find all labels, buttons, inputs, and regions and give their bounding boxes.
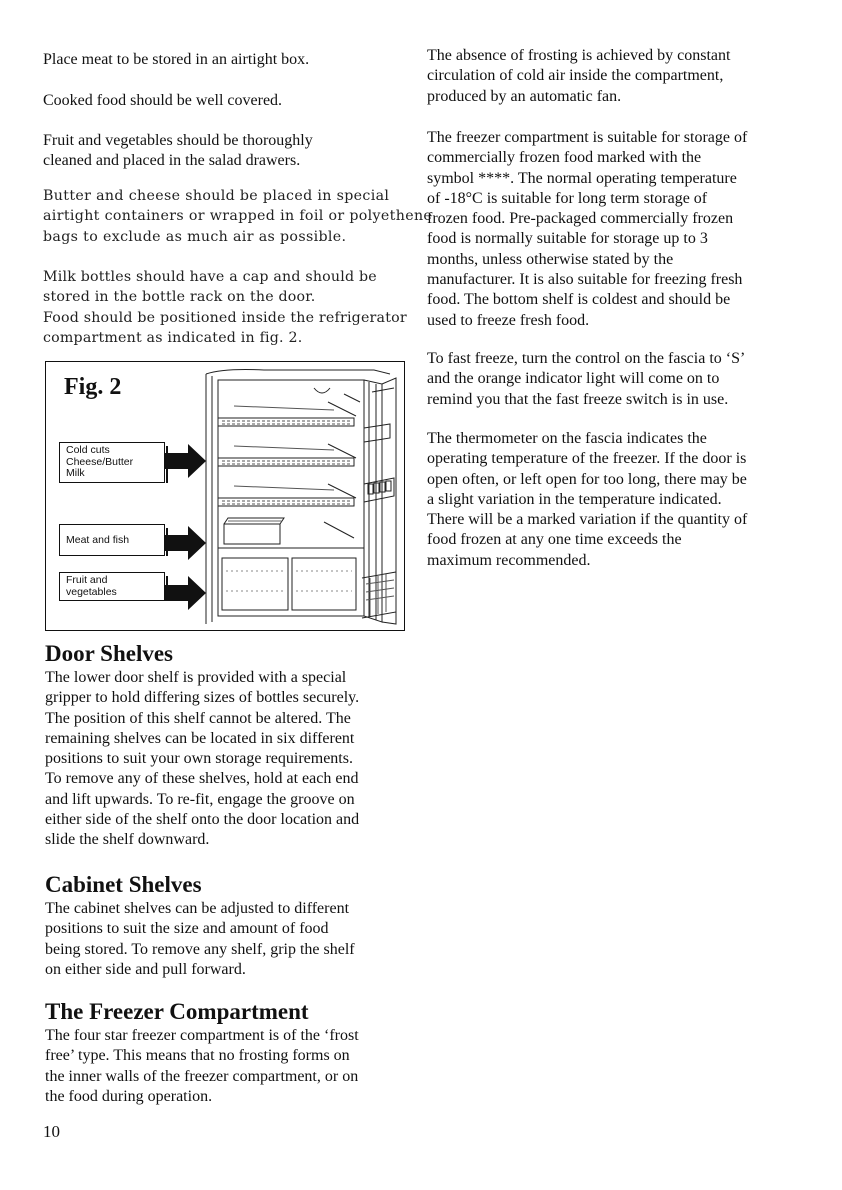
heading-door-shelves: Door Shelves [45,641,173,666]
label-cold-cuts-cheese-milk [59,442,165,483]
paragraph-fruit-vegetables: Fruit and vegetables should be thoroughly cleaned and placed in the salad drawers. [43,132,313,170]
paragraph-butter-cheese: Butter and cheese should be placed in special airtight containers or wrapped in foil or polyethene bags to exclude as much air as possible. [43,188,433,245]
figure-2 [45,361,405,631]
paragraph-freezer-storage: The freezer compartment is suitable for storage of commercially frozen food marked with the symbol ****. The normal operating temperature of -18°C is suitable for long term storage of frozen food. Pre-packaged commercially frozen food is normally suitable for storage up to 3 months, unless otherwise stated by the manufacturer. It is also suitable for freezing fresh food. The bottom shelf is coldest and should be used to freeze fresh food. [427,129,748,329]
arrow-right-icon [164,526,206,560]
paragraph-door-shelves: The lower door shelf is provided with a special gripper to hold differing sizes of bottles securely. The position of this shelf cannot be altered. The remaining shelves can be located in six different positions to suit your own storage requirements. To remove any of these shelves, hold at each end and lift upwards. To re-fit, engage the groove on either side of the shelf onto the door location and slide the shelf downward. [45,669,360,849]
paragraph-fast-freeze: To fast freeze, turn the control on the fascia to ‘S’ and the orange indicator light will come on to remind you that the fast freeze switch is in use. [427,350,746,408]
paragraph-cooked-food: Cooked food should be well covered. [43,92,283,109]
paragraph-cabinet-shelves: The cabinet shelves can be adjusted to different positions to suit the size and amount of food being stored. To remove any shelf, grip the shelf on either side and pull forward. [45,900,355,978]
label-line: Cheese/Butter [66,455,134,468]
heading-freezer-compartment: The Freezer Compartment [45,999,309,1024]
arrow-right-icon [164,444,206,478]
paragraph-meat: Place meat to be stored in an airtight box. [43,51,310,68]
paragraph-milk-bottles: Milk bottles should have a cap and should be stored in the bottle rack on the door. Food should be positioned inside the refrigerator compartment as indicated in fig. 2. [43,269,407,346]
label-meat-and-fish [59,524,165,556]
label-line: vegetables [66,585,117,598]
arrow-right-icon [164,576,206,610]
paragraph-frost-absence: The absence of frosting is achieved by constant circulation of cold air inside the compartment, produced by an automatic fan. [427,47,731,105]
label-line: Cold cuts [66,444,110,456]
label-line: Milk [66,467,85,479]
label-fruit-vegetables [59,572,165,601]
page-number: 10 [43,1122,60,1141]
paragraph-freezer-compartment: The four star freezer compartment is of the ‘frost free’ type. This means that no frosting forms on the inner walls of the freezer compartment, or on the food during operation. [45,1027,359,1105]
label-line: Meat and fish [66,534,130,546]
heading-cabinet-shelves: Cabinet Shelves [45,872,202,897]
figure-title: Fig. 2 [64,374,122,400]
paragraph-thermometer: The thermometer on the fascia indicates the operating temperature of the freezer. If the door is open often, or left open for too long, there may be a slight variation in the temperature indicated. There will be a marked variation if the quantity of food frozen at any one time exceeds the maximum recommended. [427,430,748,569]
label-line: Fruit and [66,574,108,586]
refrigerator-illustration [204,366,400,628]
